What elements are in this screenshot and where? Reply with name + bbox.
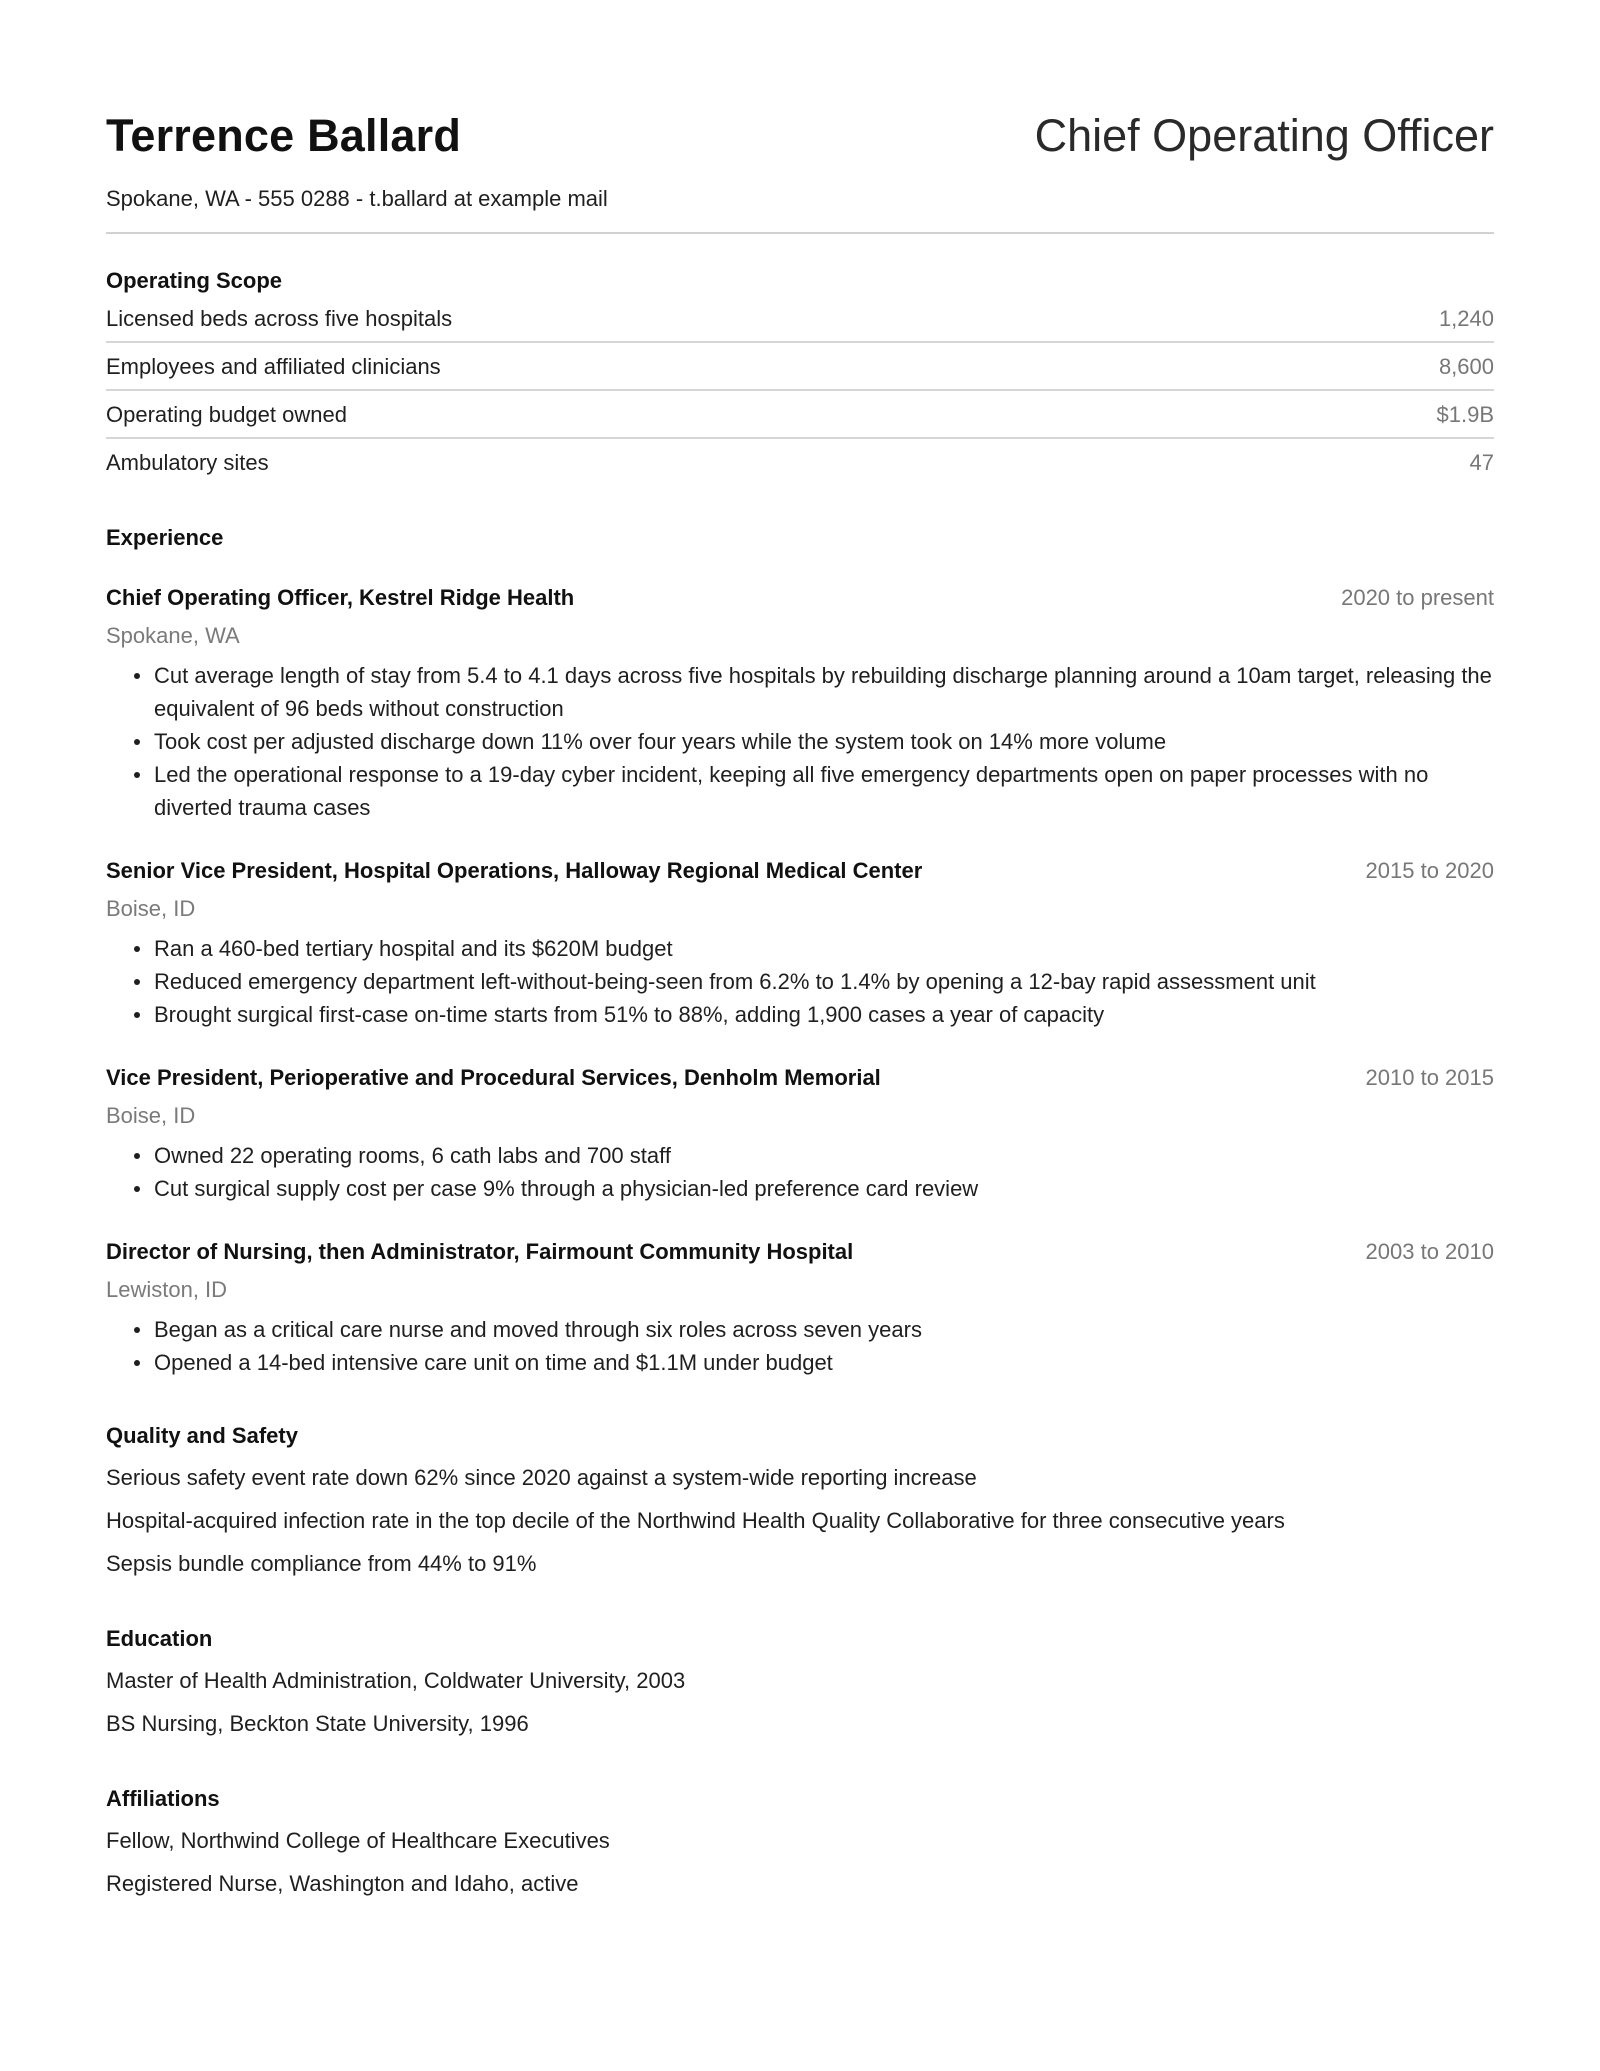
job-bullet: Led the operational response to a 19-day cyber incident, keeping all five emergency departments open on paper processes with no diverted trauma cases — [154, 758, 1494, 824]
job-dates: 2015 to 2020 — [1365, 858, 1494, 883]
section-title: Operating Scope — [106, 268, 283, 293]
section-title: Quality and Safety — [106, 1423, 298, 1448]
job-title: Senior Vice President, Hospital Operations, Halloway Regional Medical Center — [106, 858, 923, 883]
scope-value: 47 — [1469, 450, 1494, 475]
experience-section — [106, 525, 1494, 1379]
education-section — [106, 1626, 1494, 1740]
job-location: Spokane, WA — [106, 623, 240, 648]
job-bullet: Opened a 14-bed intensive care unit on time and $1.1M under budget — [154, 1346, 1494, 1379]
job-bullet: Cut average length of stay from 5.4 to 4.1 days across five hospitals by rebuilding discharge planning around a 10am target, releasing the equivalent of 96 beds without construction — [154, 659, 1494, 725]
job-title: Chief Operating Officer, Kestrel Ridge Health — [106, 585, 575, 610]
quality-item: Hospital-acquired infection rate in the top decile of the Northwind Health Quality Collaborative for three consecutive years — [106, 1508, 1285, 1533]
job-bullets — [106, 1313, 1494, 1379]
quality-safety-section — [106, 1423, 1494, 1580]
job-entry — [106, 1239, 1494, 1379]
education-item: Master of Health Administration, Coldwater University, 2003 — [106, 1668, 686, 1693]
scope-value: 8,600 — [1438, 354, 1494, 379]
job-header — [106, 1065, 1494, 1091]
scope-row — [106, 306, 1494, 343]
job-bullets — [106, 659, 1494, 824]
scope-row — [106, 391, 1494, 439]
scope-value: $1.9B — [1436, 402, 1494, 427]
job-bullet: Brought surgical first-case on-time starts from 51% to 88%, adding 1,900 cases a year of capacity — [154, 998, 1494, 1031]
section-title: Affiliations — [106, 1786, 220, 1811]
job-bullet: Began as a critical care nurse and moved through six roles across seven years — [154, 1313, 1494, 1346]
job-bullets — [106, 1139, 1494, 1205]
job-location: Lewiston, ID — [106, 1277, 228, 1302]
scope-label: Employees and affiliated clinicians — [106, 354, 441, 379]
affiliations-section — [106, 1786, 1494, 1900]
job-entry — [106, 585, 1494, 824]
job-dates: 2010 to 2015 — [1365, 1065, 1494, 1090]
scope-table — [106, 306, 1494, 485]
quality-item: Sepsis bundle compliance from 44% to 91% — [106, 1551, 537, 1576]
job-bullet: Ran a 460-bed tertiary hospital and its $620M budget — [154, 932, 1494, 965]
job-header — [106, 1239, 1494, 1265]
candidate-name: Terrence Ballard — [106, 110, 462, 161]
scope-row — [106, 343, 1494, 391]
job-dates: 2020 to present — [1341, 585, 1494, 610]
section-title: Experience — [106, 525, 224, 550]
scope-label: Operating budget owned — [106, 402, 347, 427]
job-bullets — [106, 932, 1494, 1031]
job-bullet: Reduced emergency department left-without-being-seen from 6.2% to 1.4% by opening a 12-bay rapid assessment unit — [154, 965, 1494, 998]
scope-row — [106, 439, 1494, 485]
scope-value: 1,240 — [1438, 306, 1494, 331]
job-bullet: Took cost per adjusted discharge down 11% over four years while the system took on 14% more volume — [154, 725, 1494, 758]
job-dates: 2003 to 2010 — [1365, 1239, 1494, 1264]
affiliation-item: Registered Nurse, Washington and Idaho, active — [106, 1871, 579, 1896]
job-location: Boise, ID — [106, 896, 196, 921]
job-bullet: Owned 22 operating rooms, 6 cath labs and 700 staff — [154, 1139, 1494, 1172]
section-title: Education — [106, 1626, 213, 1651]
job-location: Boise, ID — [106, 1103, 196, 1128]
job-title: Vice President, Perioperative and Procedural Services, Denholm Memorial — [106, 1065, 881, 1090]
job-entry — [106, 858, 1494, 1031]
job-header — [106, 585, 1494, 611]
scope-label: Ambulatory sites — [106, 450, 269, 475]
job-header — [106, 858, 1494, 884]
job-bullet: Cut surgical supply cost per case 9% through a physician-led preference card review — [154, 1172, 1494, 1205]
candidate-headline: Chief Operating Officer — [1034, 110, 1494, 161]
job-entry — [106, 1065, 1494, 1205]
job-title: Director of Nursing, then Administrator, Fairmount Community Hospital — [106, 1239, 854, 1264]
contact-line: Spokane, WA - 555 0288 - t.ballard at example mail — [106, 186, 1494, 234]
scope-label: Licensed beds across five hospitals — [106, 306, 453, 331]
affiliation-item: Fellow, Northwind College of Healthcare Executives — [106, 1828, 610, 1853]
quality-item: Serious safety event rate down 62% since 2020 against a system-wide reporting increase — [106, 1465, 977, 1490]
operating-scope-section — [106, 268, 1494, 485]
resume-header — [106, 110, 1494, 162]
education-item: BS Nursing, Beckton State University, 1996 — [106, 1711, 529, 1736]
